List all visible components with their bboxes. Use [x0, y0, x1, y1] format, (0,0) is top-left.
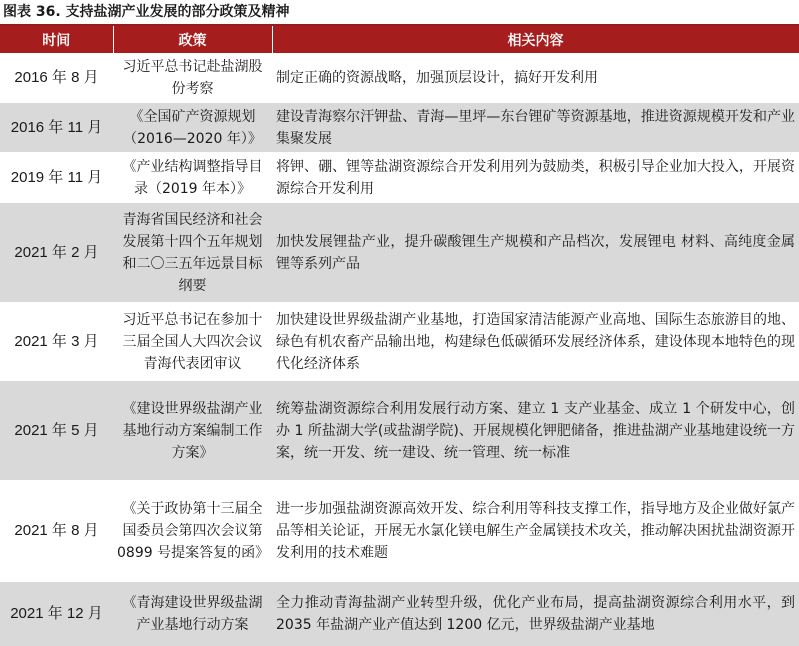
header-time: 时间	[0, 26, 113, 54]
row-policy: 青海省国民经济和社会发展第十四个五年规划和二〇三五年远景目标纲要	[113, 203, 272, 303]
table-row	[0, 582, 799, 646]
row-policy: 《关于政协第十三届全国委员会第四次会议第 0899 号提案答复的函》	[113, 481, 272, 582]
row-time: 2021 年 5 月	[0, 381, 113, 481]
table-row	[0, 54, 799, 103]
row-policy: 《全国矿产资源规划（2016—2020 年）》	[113, 103, 272, 153]
row-policy: 习近平总书记在参加十三届全国人大四次会议青海代表团审议	[113, 303, 272, 381]
row-time: 2021 年 12 月	[0, 582, 113, 646]
row-content: 将钾、硼、锂等盐湖资源综合开发利用列为鼓励类，积极引导企业加大投入，开展资源综合开发利用	[272, 153, 799, 203]
table-row	[0, 103, 799, 153]
table-row	[0, 381, 799, 481]
row-content: 统筹盐湖资源综合利用发展行动方案、建立 1 支产业基金、成立 1 个研发中心，创办 1 所盐湖大学(或盐湖学院)、开展规模化钾肥储备，推进盐湖产业基地建设统一方案，统一开发、统一建设、统一管理、统一标准	[272, 381, 799, 481]
header-policy: 政策	[113, 26, 272, 54]
figure-caption: 图表 36. 支持盐湖产业发展的部分政策及精神	[0, 0, 799, 26]
policy-table	[0, 26, 799, 646]
row-content: 进一步加强盐湖资源高效开发、综合利用等科技支撑工作，指导地方及企业做好氯产品等相关论证，开展无水氯化镁电解生产金属镁技术攻关，推动解决困扰盐湖资源开发利用的技术难题	[272, 481, 799, 582]
row-policy: 《产业结构调整指导目录（2019 年本）》	[113, 153, 272, 203]
header-content: 相关内容	[272, 26, 799, 54]
row-policy: 习近平总书记赴盐湖股份考察	[113, 54, 272, 103]
row-policy: 《青海建设世界级盐湖产业基地行动方案	[113, 582, 272, 646]
row-content: 制定正确的资源战略，加强顶层设计，搞好开发利用	[272, 54, 799, 103]
row-content: 加快发展锂盐产业，提升碳酸锂生产规模和产品档次，发展锂电 材料、高纯度金属锂等系列产品	[272, 203, 799, 303]
table-header-row	[0, 26, 799, 54]
row-policy: 《建设世界级盐湖产业基地行动方案编制工作方案》	[113, 381, 272, 481]
row-time: 2016 年 8 月	[0, 54, 113, 103]
row-time: 2016 年 11 月	[0, 103, 113, 153]
row-time: 2019 年 11 月	[0, 153, 113, 203]
row-time: 2021 年 2 月	[0, 203, 113, 303]
table-row	[0, 303, 799, 381]
row-time: 2021 年 8 月	[0, 481, 113, 582]
table-row	[0, 203, 799, 303]
row-content: 全力推动青海盐湖产业转型升级，优化产业布局，提高盐湖资源综合利用水平，到 2035 年盐湖产业产值达到 1200 亿元，世界级盐湖产业基地	[272, 582, 799, 646]
table-row	[0, 481, 799, 582]
table-row	[0, 153, 799, 203]
row-content: 加快建设世界级盐湖产业基地，打造国家清洁能源产业高地、国际生态旅游目的地、绿色有机农畜产品输出地，构建绿色低碳循环发展经济体系，建设体现本地特色的现代化经济体系	[272, 303, 799, 381]
row-content: 建设青海察尔汗钾盐、青海—里坪—东台锂矿等资源基地，推进资源规模开发和产业集聚发展	[272, 103, 799, 153]
row-time: 2021 年 3 月	[0, 303, 113, 381]
